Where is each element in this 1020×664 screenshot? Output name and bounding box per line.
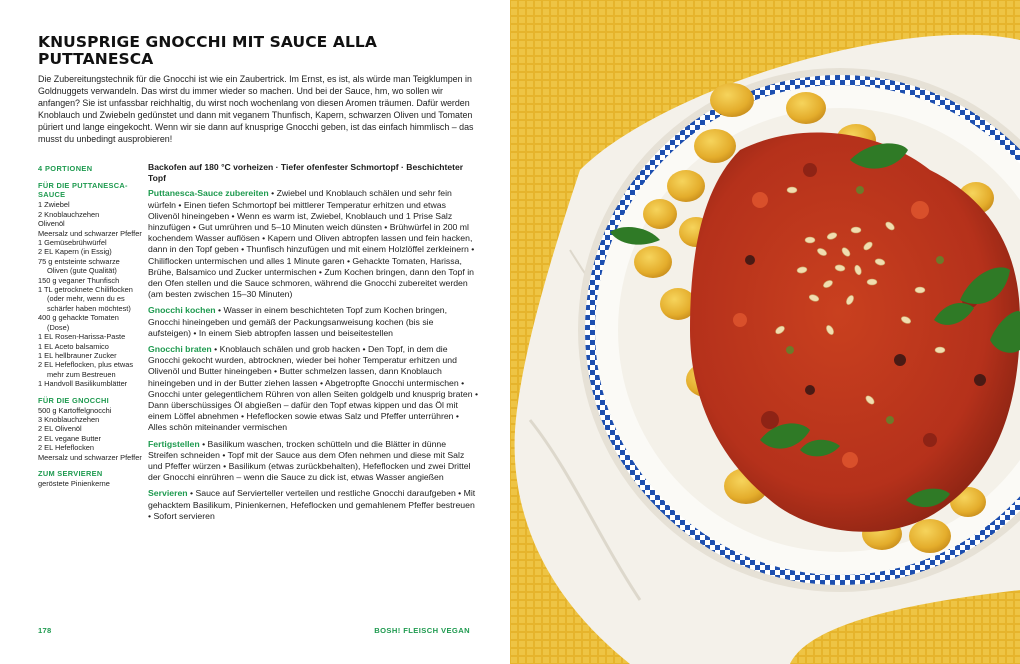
- food-photo-illustration: [510, 0, 1020, 664]
- ingredient-item: 2 EL vegane Butter: [38, 433, 102, 443]
- ingredient-item: 400 g gehackte Tomaten (Dose): [38, 313, 119, 332]
- ingredients-heading-sauce: FÜR DIE PUTTANESCA-SAUCE: [38, 181, 128, 200]
- recipe-intro: Die Zubereitungstechnik für die Gnocchi ist wie ein Zaubertrick. Im Ernst, es ist, als würde man Teigklumpen in Goldnuggets verwandeln. Das wirst du immer wieder so machen. Und bei der Sauce, hm, wo sollen wir anfangen? Sie ist unfassbar reichhaltig, du wirst noch wochenlang von diesen Aromen träumen. Dafür werden Knoblauch und Zwiebeln gedünstet und dann mit veganem Thunfisch, Kapern, schwarzen Oliven und Tomaten püriert und lange eingekocht. Wenn wir sie dann auf knusprige Gnocchi geben, ist das einfach himmlisch – das musst du unbedingt ausprobieren!: [38, 74, 474, 145]
- method-step: [148, 344, 478, 434]
- ingredient-item: 1 Zwiebel: [38, 200, 70, 210]
- step-text: • Wasser in einem beschichteten Topf zum Kochen bringen, Gnocchi hineingeben und gemäß der Packungsanweisung kochen (bis sie aufsteigen) • In einem Sieb abtropfen lassen und beiseitestellen: [148, 305, 448, 338]
- equipment-line: Backofen auf 180 °C vorheizen · Tiefer ofenfester Schmortopf · Beschichteter Topf: [148, 162, 464, 184]
- ingredient-item: geröstete Pinienkerne: [38, 478, 110, 488]
- ingredient-item: 150 g veganer Thunfisch: [38, 275, 120, 285]
- ingredient-item: 1 Handvoll Basilikumblätter: [38, 379, 128, 389]
- ingredients-heading-gnocchi: FÜR DIE GNOCCHI: [38, 395, 110, 405]
- ingredient-item: 500 g Kartoffelgnocchi: [38, 405, 112, 415]
- ingredient-item: Meersalz und schwarzer Pfeffer: [38, 452, 142, 462]
- recipe-title: KNUSPRIGE GNOCCHI MIT SAUCE ALLA PUTTANESCA: [38, 33, 377, 68]
- ingredients-column: [38, 164, 142, 488]
- ingredient-item: 75 g entsteinte schwarze Oliven (gute Qualität): [38, 256, 120, 276]
- ingredient-item: 1 TL getrocknete Chiliflocken (oder mehr, wenn du es schärfer haben möchtest): [38, 285, 133, 313]
- method-step: [148, 305, 478, 339]
- page-number: 178: [38, 626, 52, 635]
- step-label: Servieren: [148, 488, 188, 499]
- ingredient-item: 2 EL Kapern (in Essig): [38, 247, 112, 257]
- ingredient-item: 2 EL Hefeflocken: [38, 443, 95, 453]
- ingredient-item: 1 Gemüsebrühwürfel: [38, 238, 107, 248]
- step-label: Gnocchi braten: [148, 344, 212, 355]
- step-text: • Sauce auf Servierteller verteilen und restliche Gnocchi daraufgeben • Mit gehacktem Basilikum, Pinienkernen, Hefeflocken und gemahlenem Pfeffer bestreuen • Sofort servieren: [148, 488, 476, 521]
- food-photo: [510, 0, 1020, 664]
- ingredient-item: Meersalz und schwarzer Pfeffer: [38, 228, 142, 238]
- servings: 4 PORTIONEN: [38, 164, 93, 173]
- method-step: [148, 488, 478, 522]
- step-label: Gnocchi kochen: [148, 305, 216, 316]
- step-label: Puttanesca-Sauce zubereiten: [148, 188, 269, 199]
- step-text: • Zwiebel und Knoblauch schälen und sehr fein würfeln • Einen tiefen Schmortopf bei mittlerer Temperatur erhitzen und etwas Olivenöl hineingeben • Wenn es warm ist, Zwiebel, Knoblauch und 1 Prise Salz hinzufügen • Gut umrühren und 5–10 Minuten weich dünsten • Brühwürfel in 200 ml kochendem Wasser auflösen • Kapern und Oliven abtropfen lassen und fein hacken, dann in den Topf geben • Thunfisch hinzufügen und mit einem Holzlöffel zerkleinern • Chiliflocken untermischen und alles 1 Minute garen • Gehackte Tomaten, Harissa, Brühe, Balsamico und Zucker untermischen • Zum Kochen bringen, dann den Topf in den Ofen stellen und die Sauce schmoren, während die Gnocchi zubereitet werden (am besten zwischen 15–30 Minuten): [148, 188, 475, 300]
- ingredient-item: 1 EL hellbrauner Zucker: [38, 350, 117, 360]
- ingredient-item: 1 EL Rosen-Harissa-Paste: [38, 332, 126, 342]
- ingredients-heading-serve: ZUM SERVIEREN: [38, 468, 103, 478]
- method-column: [148, 162, 478, 527]
- method-step: [148, 439, 478, 484]
- ingredient-item: 3 Knoblauchzehen: [38, 414, 100, 424]
- step-label: Fertigstellen: [148, 438, 200, 449]
- ingredient-item: Olivenöl: [38, 219, 65, 229]
- book-title-footer: BOSH! FLEISCH VEGAN: [374, 626, 470, 635]
- ingredient-item: 2 EL Hefeflocken, plus etwas mehr zum Bestreuen: [38, 360, 134, 379]
- step-text: • Basilikum waschen, trocken schütteln und die Blätter in dünne Streifen schneiden • Topf mit der Sauce aus dem Ofen nehmen und diese mit Salz und Pfeffer würzen • Basilikum (etwas zurückbehalten), Hefeflocken und zwei Drittel der Gnocchi einrühren – wenn die Sauce zu dick ist, etwas Wasser angießen: [148, 438, 471, 483]
- ingredient-item: 2 EL Olivenöl: [38, 424, 82, 434]
- ingredient-item: 2 Knoblauchzehen: [38, 209, 100, 219]
- ingredient-item: 1 EL Aceto balsamico: [38, 341, 109, 351]
- method-step: [148, 188, 478, 300]
- step-text: • Knoblauch schälen und grob hacken • Den Topf, in dem die Gnocchi gekocht wurden, abtrocknen, wieder bei hoher Temperatur erhitzen und Olivenöl und Butter hineingeben • Butter schmelzen lassen, dann Knoblauch hineingeben und in der Butter ziehen lassen • Abgetropfte Gnocchi untermischen • Gnocchi unter gelegentlichem Rühren von allen Seiten goldgelb und knusprig braten • Dann überschüssiges Öl abgießen – dafür den Topf etwas kippen und das Öl mit einem Löffel abnehmen • Hefeflocken sowie etwas Salz und Pfeffer unterrühren • Alles schön miteinander vermischen: [148, 344, 479, 433]
